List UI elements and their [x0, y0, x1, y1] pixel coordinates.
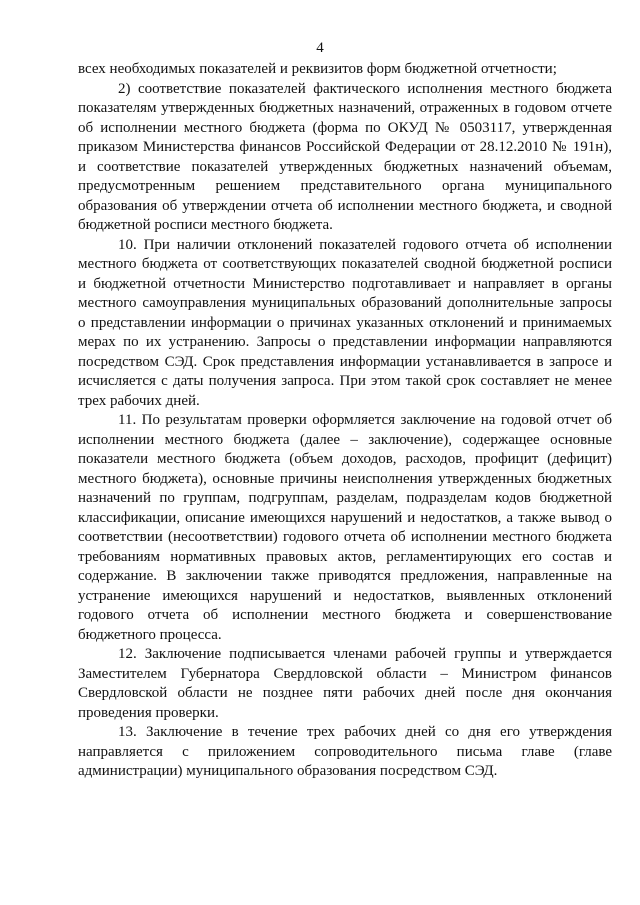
page-number: 4	[316, 40, 324, 56]
paragraph-clause-10: 10. При наличии отклонений показателей годового отчета об исполнении местного бюджета от соответствующих показателей сводной бюджетной росписи и бюджетной отчетности Министерство подготавливает и направляет в органы местного самоуправления муниципальных образований дополнительные запросы о представлении информации о причинах указанных отклонений и принимаемых мерах по их устранению. Запросы о представлении информации направляются посредством СЭД. Срок представления информации устанавливается в запросе и исчисляется с даты получения запроса. При этом такой срок составляет не менее трех рабочих дней.	[78, 236, 612, 409]
document-body	[78, 60, 612, 782]
paragraph-continuation: всех необходимых показателей и реквизитов форм бюджетной отчетности;	[78, 61, 557, 77]
paragraph-item-2: 2) соответствие показателей фактического исполнения местного бюджета показателям утвержденных бюджетных назначений, отраженных в годовом отчете об исполнении местного бюджета (форма по ОКУД № 0503117, утвержденная приказом Министерства финансов Российской Федерации от 28.12.2010 № 191н), и соответствие показателей утвержденных бюджетных назначений объемам, предусмотренным решением представительного органа муниципального образования об утверждении отчета об исполнении местного бюджета, и сводной бюджетной росписи местного бюджета.	[78, 80, 612, 233]
paragraph-clause-12: 12. Заключение подписывается членами рабочей группы и утверждается Заместителем Губернатора Свердловской области – Министром финансов Свердловской области не позднее пяти рабочих дней после дня окончания проведения проверки.	[78, 646, 612, 721]
paragraph-clause-11: 11. По результатам проверки оформляется заключение на годовой отчет об исполнении местного бюджета (далее – заключение), содержащее основные показатели местного бюджета (объем доходов, расходов, профицит (дефицит) местного бюджета), основные причины неисполнения утвержденных бюджетных назначений по группам, подгруппам, разделам, подразделам кодов бюджетной классификации, описание имеющихся нарушений и недостатков, а также вывод о соответствии (несоответствии) годового отчета об исполнении местного бюджета требованиям нормативных правовых актов, регламентирующих его состав и содержание. В заключении также приводятся предложения, направленные на устранение имеющихся нарушений и недостатков, выявленных отклонений годового отчета об исполнении местного бюджета и совершенствование бюджетного процесса.	[78, 412, 612, 643]
paragraph-clause-13: 13. Заключение в течение трех рабочих дней со дня его утверждения направляется с приложением сопроводительного письма главе (главе администрации) муниципального образования посредством СЭД.	[78, 724, 612, 779]
